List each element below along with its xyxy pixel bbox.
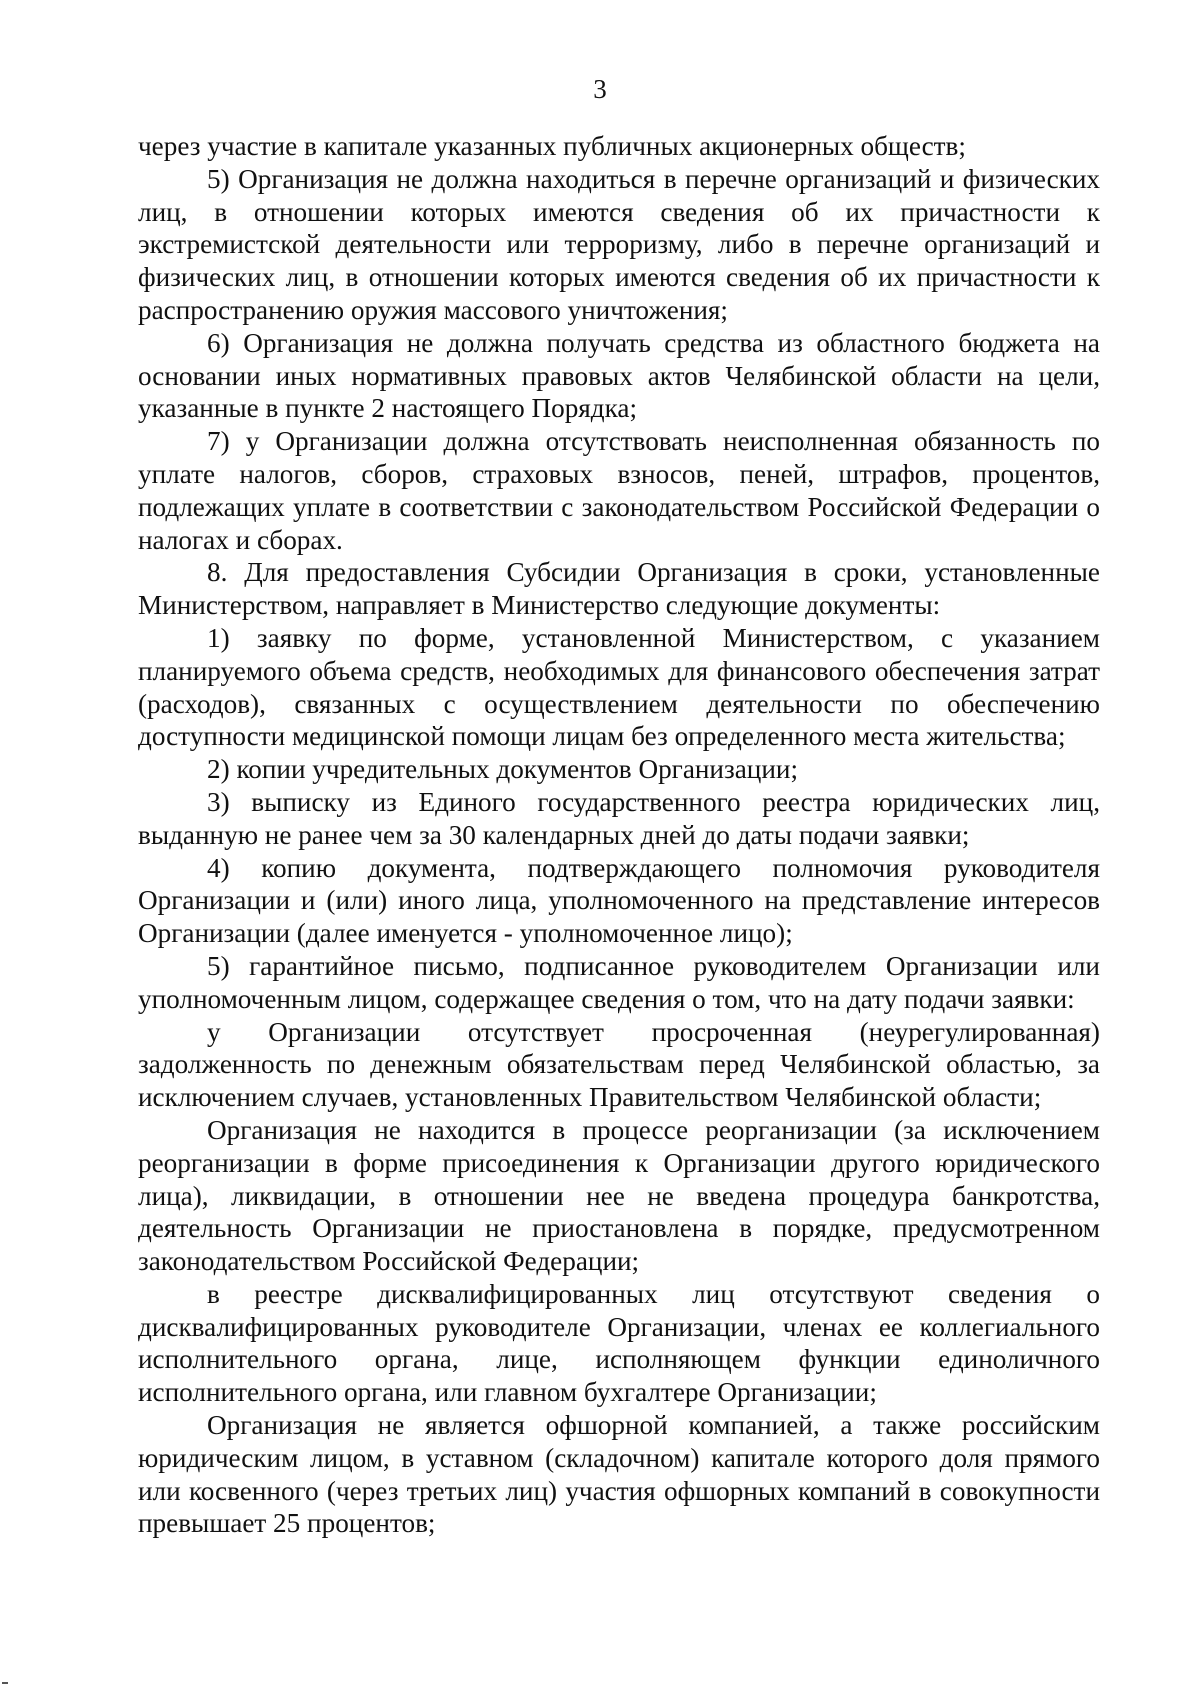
paragraph-item-5-extremism-list: 5) Организация не должна находиться в перечне организаций и физических лиц, в отношении которых имеются сведения об их причастности к экстремистской деятельности или терроризму, либо в перечне организаций и физических лиц, в отношении которых имеются сведения об их причастности к распространению оружия массового уничтожения; <box>138 163 1100 325</box>
paragraph-no-overdue-debt: у Организации отсутствует просроченная (неурегулированная) задолженность по денежным обязательствам перед Челябинской областью, за исключением случаев, установленных Правительством Челябинской области; <box>138 1016 1100 1113</box>
scan-edge-mark <box>2 1682 8 1684</box>
paragraph-item-6-no-regional-budget-funds: 6) Организация не должна получать средства из областного бюджета на основании иных нормативных правовых актов Челябинской области на цели, указанные в пункте 2 настоящего Порядка; <box>138 327 1100 424</box>
document-body <box>138 130 1100 1540</box>
paragraph-doc-3-registry-extract: 3) выписку из Единого государственного реестра юридических лиц, выданную не ранее чем за 30 календарных дней до даты подачи заявки; <box>138 786 1100 850</box>
paragraph-doc-5-guarantee-letter: 5) гарантийное письмо, подписанное руководителем Организации или уполномоченным лицом, содержащее сведения о том, что на дату подачи заявки: <box>138 950 1100 1014</box>
paragraph-item-7-no-tax-debt: 7) у Организации должна отсутствовать неисполненная обязанность по уплате налогов, сборов, страховых взносов, пеней, штрафов, процентов, подлежащих уплате в соответствии с законодательством Российской Федерации о налогах и сборах. <box>138 426 1100 555</box>
paragraph-no-reorganization: Организация не находится в процессе реорганизации (за исключением реорганизации в форме присоединения к Организации другого юридического лица), ликвидации, в отношении нее не введена процедура банкротства, деятельность Организации не приостановлена в порядке, предусмотренном законодательством Российской Федерации; <box>138 1114 1100 1277</box>
paragraph-doc-2-founding-documents: 2) копии учредительных документов Организации; <box>207 754 798 785</box>
paragraph-section-8-documents: 8. Для предоставления Субсидии Организация в сроки, установленные Министерством, направляет в Министерство следующие документы: <box>138 557 1100 621</box>
page-number: 3 <box>593 74 607 104</box>
paragraph-doc-1-application: 1) заявку по форме, установленной Министерством, с указанием планируемого объема средств, необходимых для финансового обеспечения затрат (расходов), связанных с осуществлением деятельности по обеспечению доступности медицинской помощи лицам без определенного места жительства; <box>138 622 1100 752</box>
paragraph-no-disqualified-persons: в реестре дисквалифицированных лиц отсутствуют сведения о дисквалифицированных руководителе Организации, членах ее коллегиального исполнительного органа, лице, исполняющем функции единоличного исполнительного органа, или главном бухгалтере Организации; <box>138 1278 1100 1408</box>
paragraph-not-offshore: Организация не является офшорной компанией, а также российским юридическим лицом, в уставном (складочном) капитале которого доля прямого или косвенного (через третьих лиц) участия офшорных компаний в совокупности превышает 25 процентов; <box>138 1410 1100 1539</box>
paragraph-doc-4-authority-document: 4) копию документа, подтверждающего полномочия руководителя Организации и (или) иного лица, уполномоченного на представление интересов Организации (далее именуется - уполномоченное лицо); <box>138 852 1100 949</box>
paragraph-continuation: через участие в капитале указанных публичных акционерных обществ; <box>138 131 966 161</box>
